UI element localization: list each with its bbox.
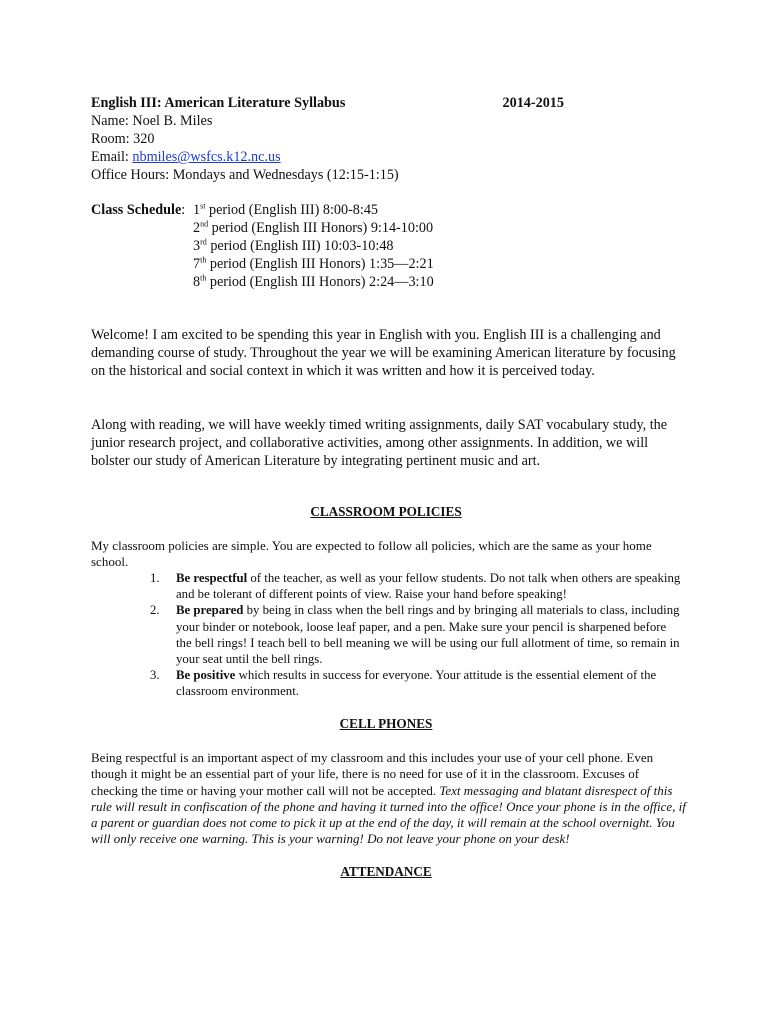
schedule-label: Class Schedule [91,202,182,218]
schedule-period: 3rd period (English III) 10:03-10:48 [193,237,394,254]
schedule-row [91,219,691,237]
policies-list [150,570,685,700]
policy-title: Be prepared [176,603,244,618]
cell-phones-paragraph: Being respectful is an important aspect of my classroom and this includes your use of your cell phone. Even though it might be an essential part of your life, there is no need for use of it in the classroom. Excuses of checking the time or having your mother call will not be accepted. Text messaging and blatant disrespect of this rule will result in confiscation of the phone and having it turned into the office! Once your phone is in the office, if a parent or guardian does not come to pick it up at the end of the day, it will remain at the school overnight. You will only receive one warning. This is your warning! Do not leave your phone on your desk! [91,750,686,847]
welcome-paragraph: Welcome! I am excited to be spending this year in English with you. English III is a challenging and demanding course of study. Throughout the year we will be examining American literature by focusing on the historical and social context in which it was written and how it is perceived today. [91,327,676,379]
schedule-row [91,255,691,273]
email-line [91,148,691,166]
course-title: English III: American Literature Syllabus [91,95,346,111]
classroom-policies-heading: CLASSROOM POLICIES [310,504,462,519]
email-label: Email: [91,149,133,165]
title-row [91,94,564,112]
room-number: Room: 320 [91,131,155,147]
list-item: 3. Be positive which results in success for everyone. Your attitude is the essential element of the classroom environment. [150,668,657,699]
schedule-period: 7th period (English III Honors) 1:35—2:21 [193,255,434,272]
policies-intro: My classroom policies are simple. You are expected to follow all policies, which are the same as your home school. [91,538,652,570]
policy-title: Be respectful [176,571,248,585]
schedule-row [91,237,691,255]
attendance-heading: ATTENDANCE [340,864,432,879]
schedule-period: 8th period (English III Honors) 2:24—3:10 [193,273,434,290]
schedule-period: 1st period (English III) 8:00-8:45 [193,201,379,218]
list-item: 1. Be respectful of the teacher, as well as your fellow students. Do not talk when others are speaking and be tolerant of different points of view. Raise your hand before speaking! [150,571,681,602]
teacher-name: Name: Noel B. Miles [91,113,213,129]
school-year: 2014-2015 [502,95,564,111]
schedule-row [91,273,691,291]
assignments-paragraph: Along with reading, we will have weekly timed writing assignments, daily SAT vocabulary study, the junior research project, and collaborative activities, among other assignments. In addition, we will bolster our study of American Literature by integrating pertinent music and art. [91,417,668,469]
cell-phones-heading: CELL PHONES [339,716,433,731]
cell-phone-warning: Text messaging and blatant disrespect of this rule will result in confiscation of the phone and having it turned into the office! Once your phone is in the office, if a parent or guardian does not come to pick it up at the end of the day, it will remain at the school overnight. You will only receive one warning. This is your warning! Do not leave your phone on your desk! [91,782,686,847]
office-hours: Office Hours: Mondays and Wednesdays (12:15-1:15) [91,167,399,183]
list-item: 2. Be prepared by being in class when the bell rings and by bringing all materials to class, including your binder or notebook, loose leaf paper, and a pen. Make sure your pencil is sharpened before the bell rings! I teach bell to bell meaning we will be using our full allotment of time, so remain in your seat until the bell rings. [150,603,680,667]
schedule-period: 2nd period (English III Honors) 9:14-10:00 [193,219,434,236]
header-block [91,94,691,184]
schedule-row: Class Schedule: 1st period (English III) 8:00-8:45 [91,201,379,218]
email-link[interactable]: nbmiles@wsfcs.k12.nc.us [132,149,281,165]
policy-title: Be positive [176,668,236,683]
class-schedule [91,201,691,291]
